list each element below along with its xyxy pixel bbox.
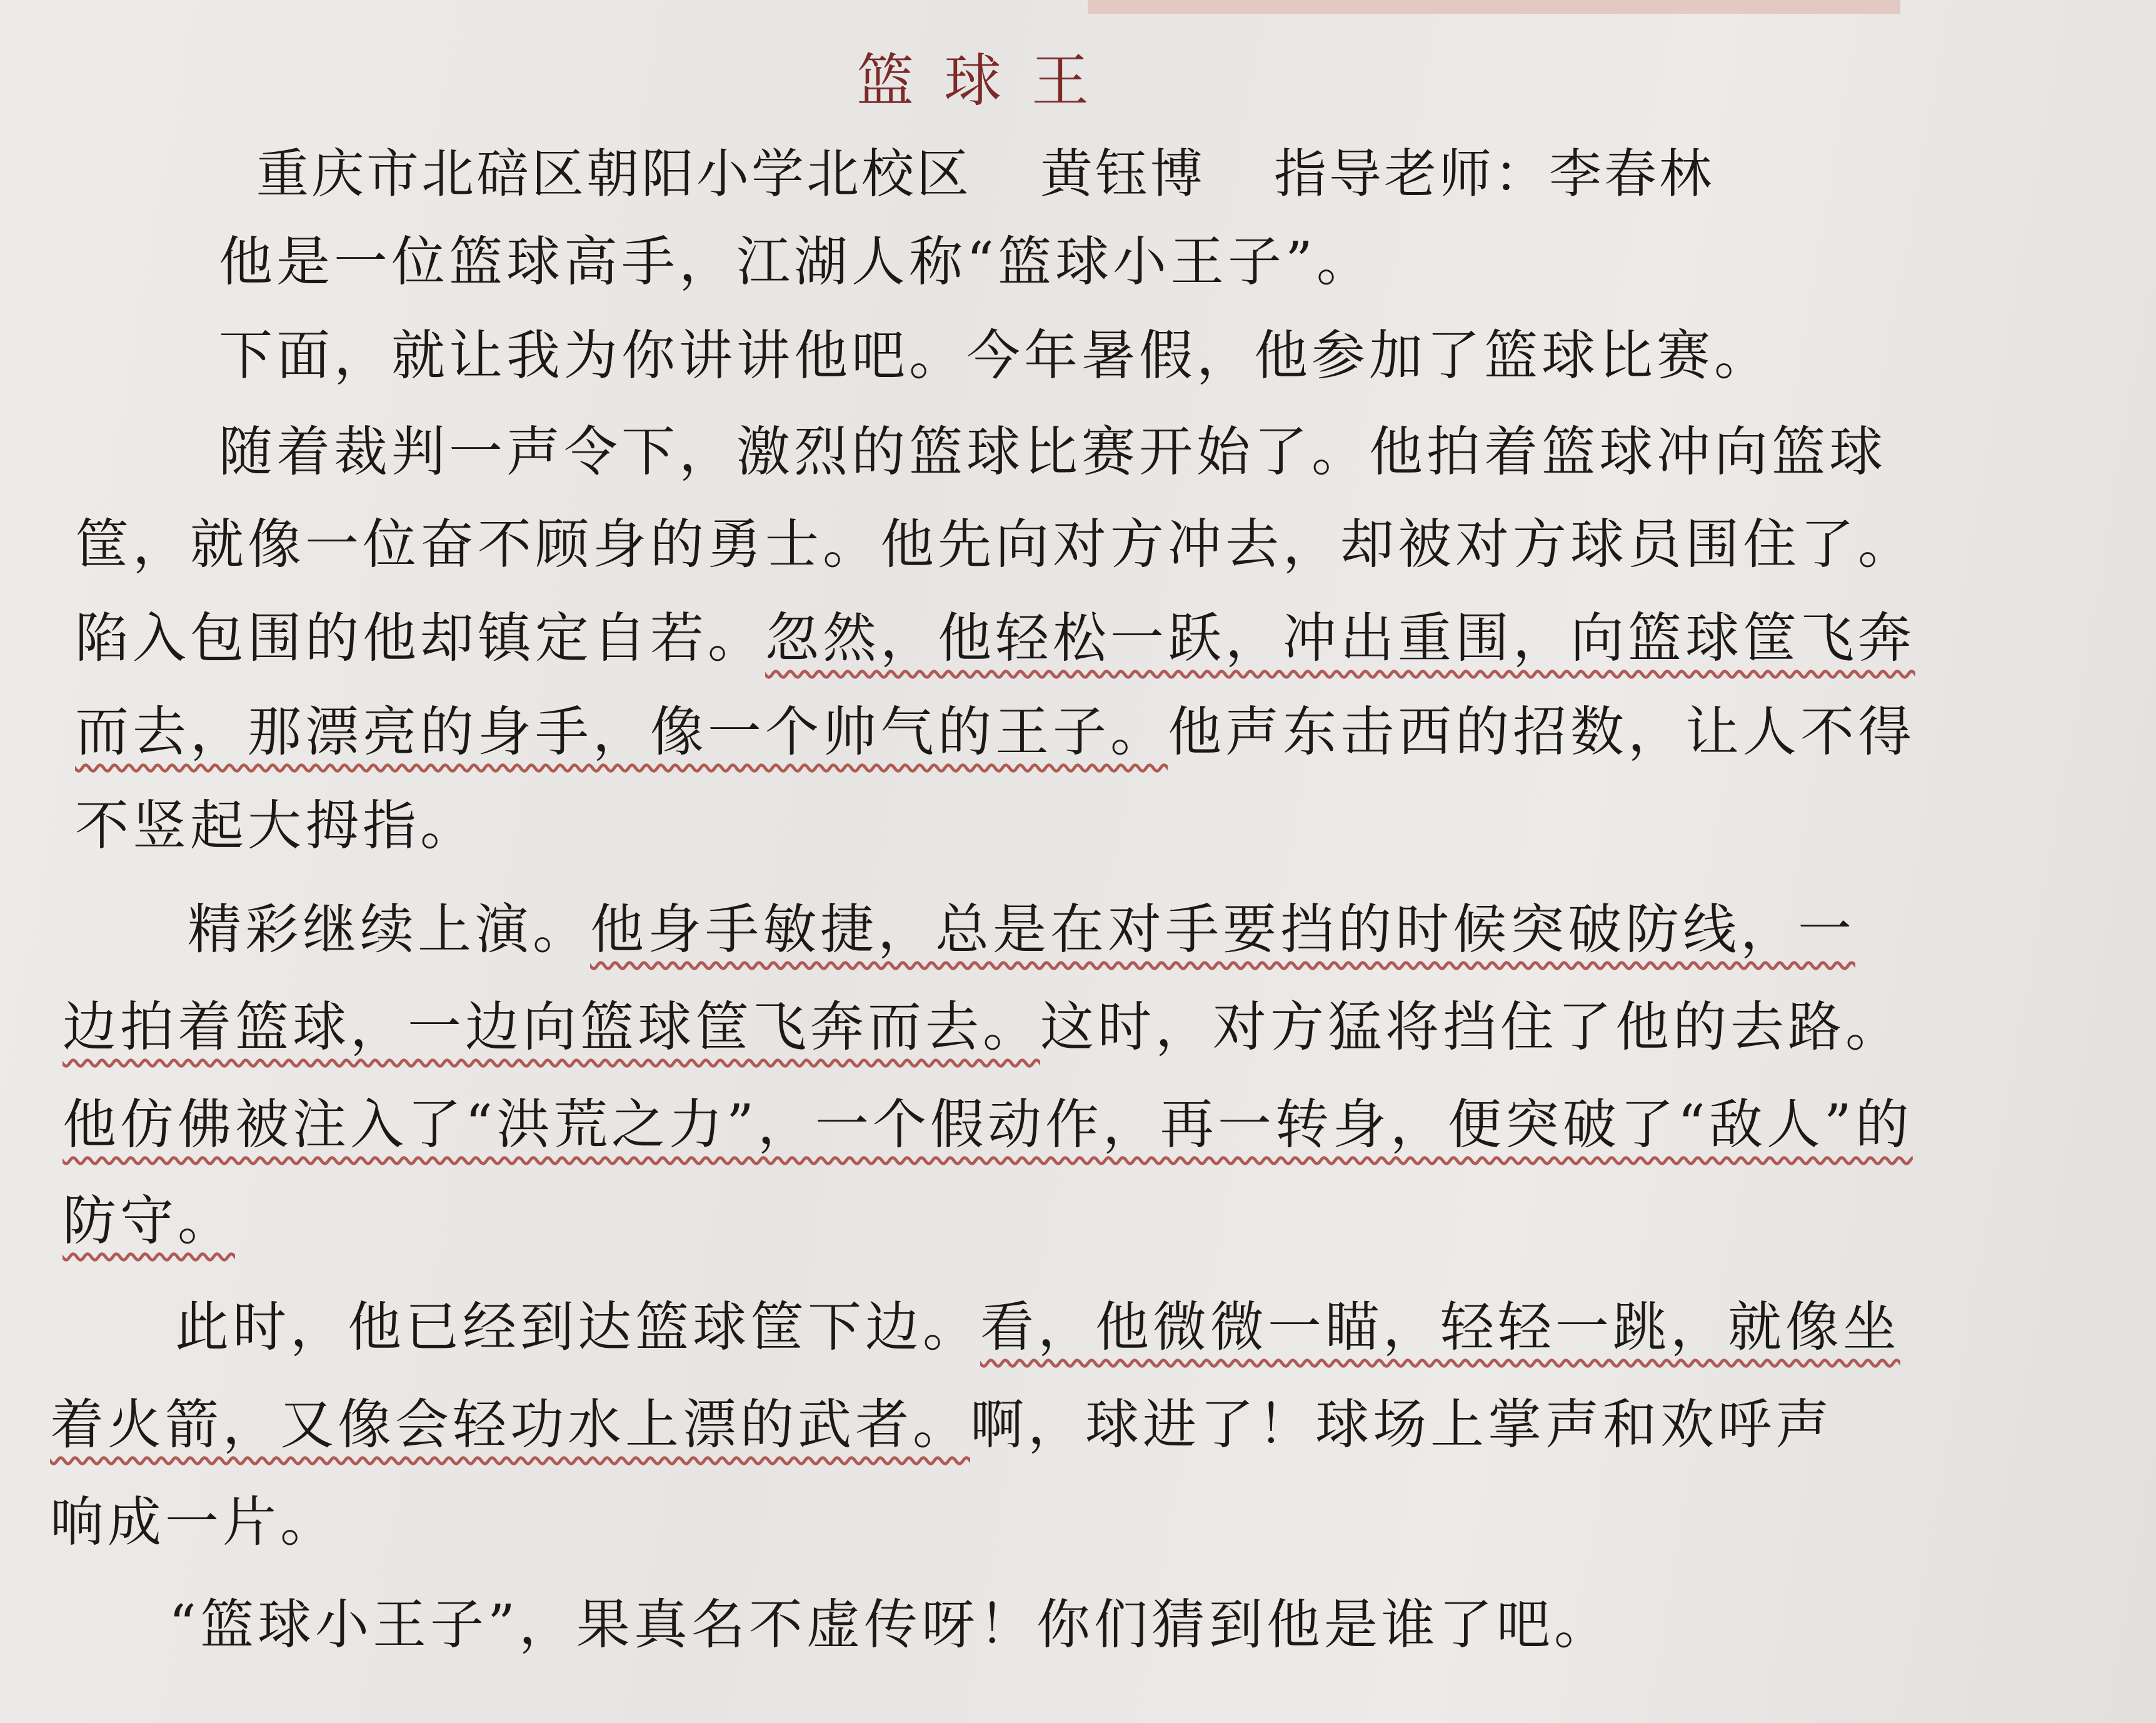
text-line — [63, 1190, 235, 1252]
text-segment: 精彩继续上演。 — [188, 898, 590, 961]
text-line — [219, 421, 1887, 483]
text-segment: 不竖起大拇指。 — [75, 795, 478, 857]
text-line — [75, 607, 1915, 670]
underlined-segment: 防守。 — [63, 1190, 235, 1252]
text-line — [63, 996, 1903, 1058]
text-line — [175, 1296, 1900, 1359]
underlined-segment: 他仿佛被注入了“洪荒之力”，一个假动作，再一转身，便突破了“敌人”的 — [63, 1093, 1913, 1156]
underlined-segment: 而去，那漂亮的身手，像一个帅气的王子。 — [75, 701, 1168, 763]
text-line — [75, 701, 1915, 763]
text-segment: “篮球小王子”，果真名不虚传呀！你们猜到他是谁了吧。 — [169, 1594, 1612, 1656]
text-segment: 此时，他已经到达篮球筐下边。 — [175, 1296, 980, 1359]
text-segment: 下面，就让我为你讲讲他吧。今年暑假，他参加了篮球比赛。 — [219, 324, 1772, 387]
text-line — [188, 898, 1855, 961]
text-line — [50, 1491, 338, 1554]
underlined-segment: 忽然，他轻松一跃，冲出重围，向篮球筐飞奔 — [765, 607, 1915, 670]
text-segment: 他是一位篮球高手，江湖人称“篮球小王子”。 — [219, 231, 1374, 293]
underlined-segment: 着火箭，又像会轻功水上漂的武者。 — [50, 1394, 970, 1456]
text-segment: 这时，对方猛将挡住了他的去路。 — [1040, 996, 1903, 1058]
text-segment: 他声东击西的招数，让人不得 — [1168, 701, 1915, 763]
text-line — [50, 1394, 1833, 1456]
text-line — [219, 231, 1374, 293]
underlined-segment: 边拍着篮球，一边向篮球筐飞奔而去。 — [63, 996, 1040, 1058]
article-byline — [256, 143, 1715, 204]
text-line — [63, 1093, 1913, 1156]
text-segment: 随着裁判一声令下，激烈的篮球比赛开始了。他拍着篮球冲向篮球 — [219, 421, 1887, 483]
text-line — [169, 1594, 1612, 1656]
text-segment: 响成一片。 — [50, 1491, 338, 1554]
underlined-segment: 看，他微微一瞄，轻轻一跳，就像坐 — [980, 1296, 1900, 1359]
text-line — [75, 795, 478, 857]
text-segment: 啊，球进了！球场上掌声和欢呼声 — [970, 1394, 1833, 1456]
text-segment: 陷入包围的他却镇定自若。 — [75, 607, 765, 670]
text-segment: 筐，就像一位奋不顾身的勇士。他先向对方冲去，却被对方球员围住了。 — [75, 513, 1915, 576]
byline-author: 黄钰博 — [1040, 143, 1206, 204]
text-line — [219, 324, 1772, 387]
text-line — [75, 513, 1915, 576]
article-title: 篮球王 — [856, 48, 1120, 114]
underlined-segment: 他身手敏捷，总是在对手要挡的时候突破防线，一 — [590, 898, 1855, 961]
byline-teacher: 指导老师：李春林 — [1274, 143, 1715, 204]
byline-school: 重庆市北碚区朝阳小学北校区 — [256, 143, 972, 204]
